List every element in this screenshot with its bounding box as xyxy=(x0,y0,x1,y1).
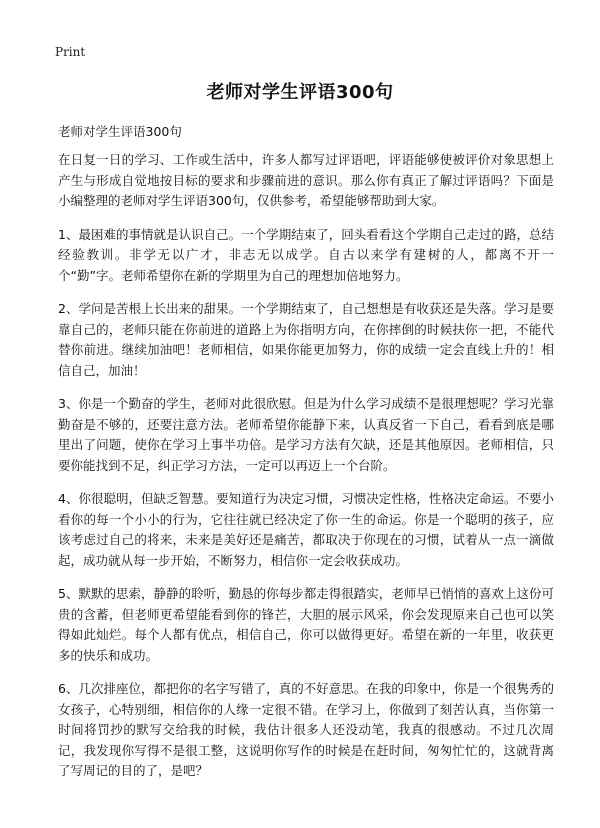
page-title: 老师对学生评语300句 xyxy=(206,82,394,103)
comment-paragraph-5: 5、默默的思索，静静的聆听，勤恳的你每步都走得很踏实，老师早已悄悄的喜欢上这份可贵的含蓄，但老师更希望能看到你的锋芒，大胆的展示风采，你会发现原来自己也可以笑得如此灿烂。每个人都有优点，相信自己，你可以做得更好。希望在新的一年里，收获更多的快乐和成功。 xyxy=(58,586,554,663)
comment-paragraph-3: 3、你是一个勤奋的学生，老师对此很欣慰。但是为什么学习成绩不是很理想呢？学习光靠勤奋是不够的，还要注意方法。老师希望你能静下来，认真反省一下自己，看看到底是哪里出了问题，使你在学习上事半功倍。是学习方法有欠缺，还是其他原因。老师相信，只要你能找到不足，纠正学习方法，一定可以再迈上一个台阶。 xyxy=(58,396,554,473)
comment-paragraph-6: 6、几次排座位，都把你的名字写错了，真的不好意思。在我的印象中，你是一个很隽秀的女孩子，心特别细，相信你的人缘一定很不错。在学习上，你做到了刻苦认真，当你第一时间将罚抄的默写交给我的时候，我估计很多人还没动笔，我真的很感动。不过几次周记，我发现你写得不是很工整，这说明你写作的时候是在赶时间，匆匆忙忙的，这就背离了写周记的目的了，是吧？ xyxy=(58,681,554,778)
comment-paragraph-1: 1、最困难的事情就是认识自己。一个学期结束了，回头看看这个学期自己走过的路，总结经验教训。非学无以广才，非志无以成学。自古以来学有建树的人，都离不开一个“勤”字。老师希望你在新的学期里为自己的理想加倍地努力。 xyxy=(58,226,554,283)
intro-paragraph: 在日复一日的学习、工作或生活中，许多人都写过评语吧，评语能够使被评价对象思想上产生与形成自觉地按目标的要求和步骤前进的意识。那么你有真正了解过评语吗？下面是小编整理的老师对学生评语300句，仅供参考，希望能够帮助到大家。 xyxy=(58,152,554,208)
comment-paragraph-2: 2、学问是苦根上长出来的甜果。一个学期结束了，自己想想是有收获还是失落。学习是要靠自己的，老师只能在你前进的道路上为你指明方向，在你摔倒的时候扶你一把，不能代替你前进。继续加油吧！老师相信，如果你能更加努力，你的成绩一定会直线上升的！相信自己，加油！ xyxy=(58,301,554,378)
print-link[interactable]: Print xyxy=(55,45,86,59)
article-body xyxy=(58,150,554,795)
document-subtitle: 老师对学生评语300句 xyxy=(58,124,182,139)
comment-paragraph-4: 4、你很聪明，但缺乏智慧。要知道行为决定习惯，习惯决定性格，性格决定命运。不要小看你的每一个小小的行为，它往往就已经决定了你一生的命运。你是一个聪明的孩子，应该考虑过自己的将来，未来是美好还是痛苦，都取决于你现在的习惯，试着从一点一滴做起，成功就从每一步开始，不断努力，相信你一定会收获成功。 xyxy=(58,491,554,568)
